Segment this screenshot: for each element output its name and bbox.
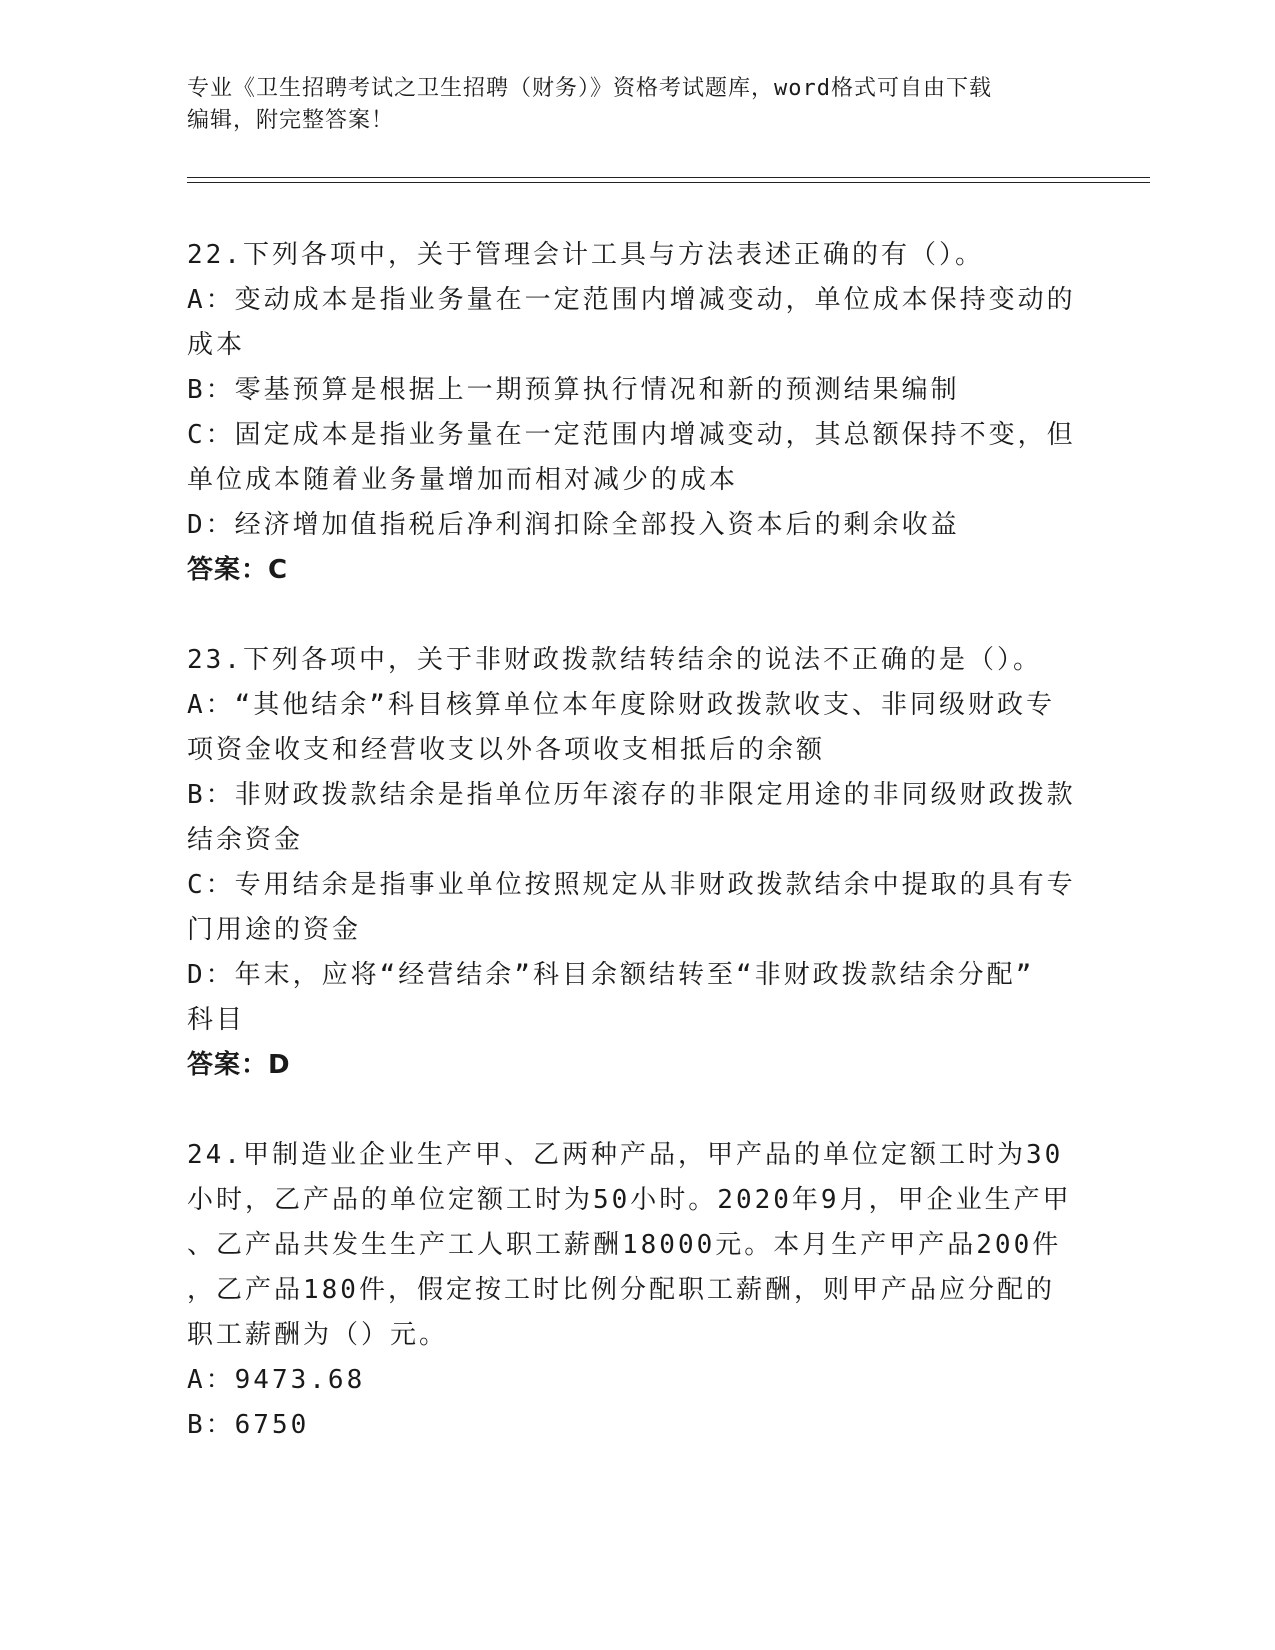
header-divider-top [187,177,1150,178]
option-c: C：固定成本是指业务量在一定范围内增减变动，其总额保持不变，但 [187,420,1076,450]
header-line-1: 专业《卫生招聘考试之卫生招聘（财务）》资格考试题库，word格式可自由下载 [187,76,992,101]
option-a-continued: 项资金收支和经营收支以外各项收支相抵后的余额 [187,735,826,765]
option-d-continued: 科目 [187,1005,246,1035]
option-a-continued: 成本 [187,330,246,360]
option-a: A：“其他结余”科目核算单位本年度除财政拨款收支、非同级财政专 [187,690,1055,720]
option-c: C：专用结余是指事业单位按照规定从非财政拨款结余中提取的具有专 [187,870,1076,900]
option-b: B：非财政拨款结余是指单位历年滚存的非限定用途的非同级财政拨款 [187,780,1076,810]
option-b: B：零基预算是根据上一期预算执行情况和新的预测结果编制 [187,375,960,405]
document-header [187,73,1067,137]
question-stem-continued: ，乙产品180件，假定按工时比例分配职工薪酬，则甲产品应分配的 [187,1275,1055,1305]
answer: 答案：D [187,1050,291,1080]
option-a: A：变动成本是指业务量在一定范围内增减变动，单位成本保持变动的 [187,285,1076,315]
question-stem-continued: 职工薪酬为（）元。 [187,1320,449,1350]
answer: 答案：C [187,555,289,585]
option-a: A：9473.68 [187,1365,366,1395]
option-c-continued: 门用途的资金 [187,915,362,945]
option-d: D：经济增加值指税后净利润扣除全部投入资本后的剩余收益 [187,510,960,540]
option-b-continued: 结余资金 [187,825,304,855]
option-b: B：6750 [187,1410,310,1440]
question-23 [187,638,1087,1088]
header-line-2: 编辑，附完整答案！ [187,108,395,133]
question-list [187,233,1087,1448]
question-stem-continued: 、乙产品共发生生产工人职工薪酬18000元。本月生产甲产品200件 [187,1230,1062,1260]
question-stem: 24.甲制造业企业生产甲、乙两种产品，甲产品的单位定额工时为30 [187,1140,1064,1170]
option-c-continued: 单位成本随着业务量增加而相对减少的成本 [187,465,739,495]
question-stem: 23.下列各项中，关于非财政拨款结转结余的说法不正确的是（）。 [187,645,1042,675]
header-divider-bottom [187,182,1150,183]
question-stem: 22.下列各项中，关于管理会计工具与方法表述正确的有（）。 [187,240,984,270]
question-24 [187,1133,1087,1448]
question-stem-continued: 小时，乙产品的单位定额工时为50小时。2020年9月，甲企业生产甲 [187,1185,1072,1215]
option-d: D：年末，应将“经营结余”科目余额结转至“非财政拨款结余分配” [187,960,1035,990]
question-22 [187,233,1087,593]
